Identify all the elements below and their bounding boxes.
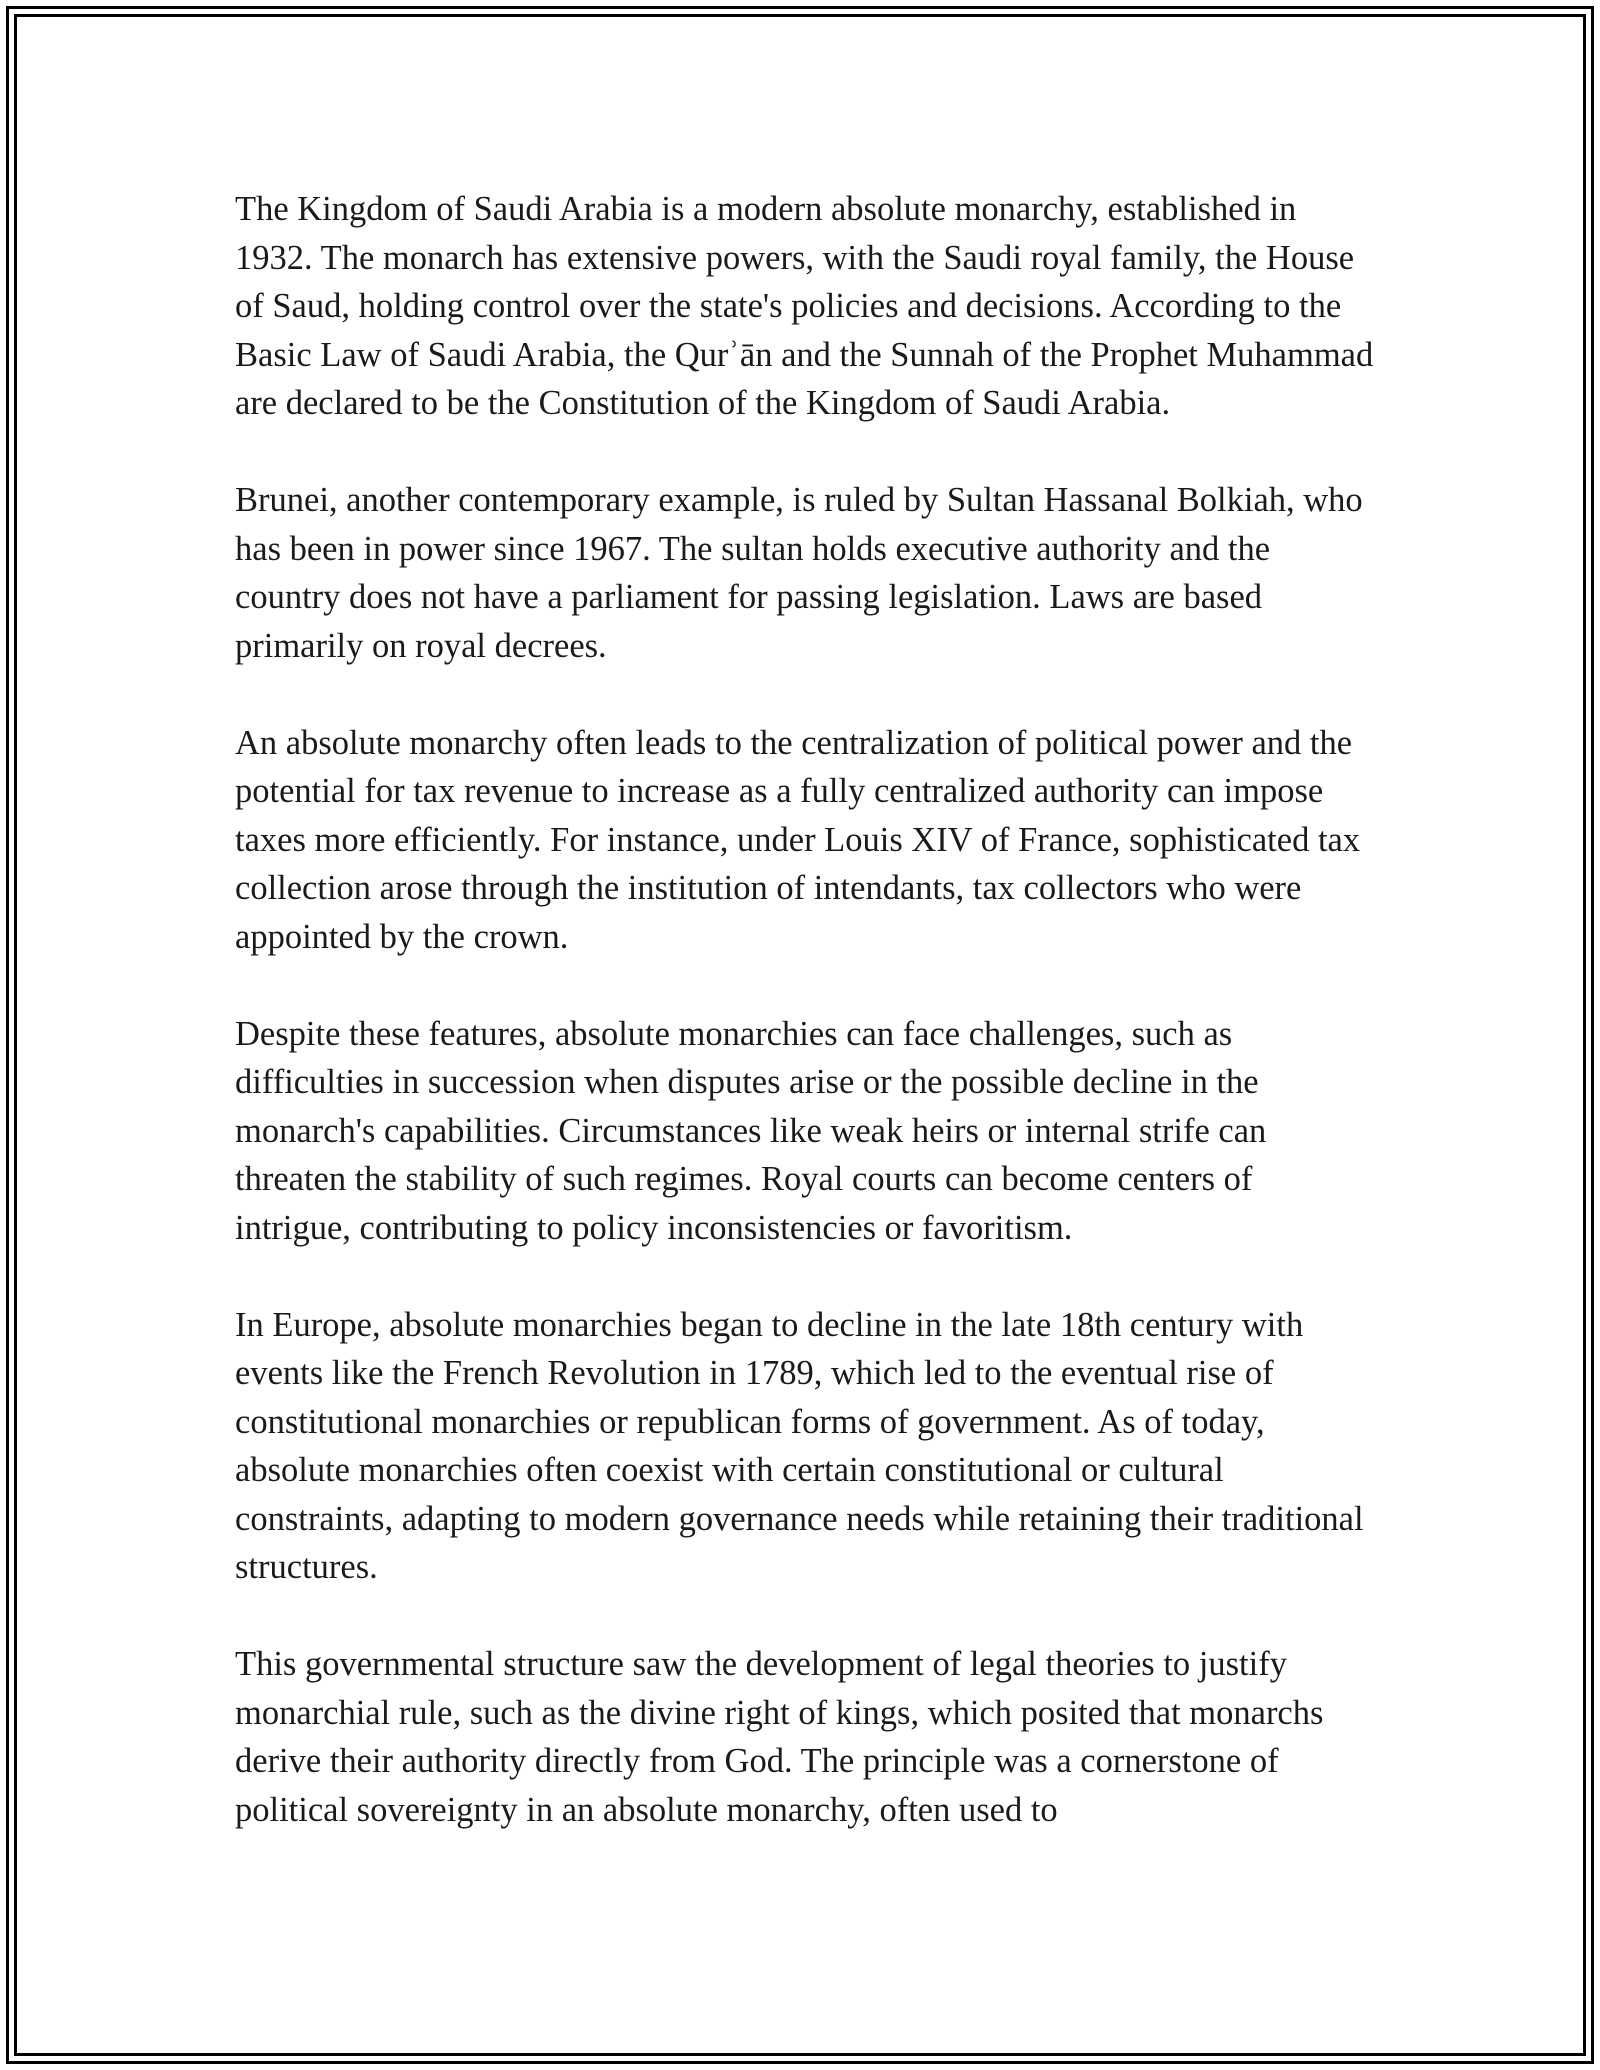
paragraph-challenges: Despite these features, absolute monarchies can face challenges, such as difficulties in succession when disputes arise or the possible decline in the monarch's capabilities. Circumstances like weak heirs or internal strife can threaten the stability of such regimes. Royal courts can become centers of intrigue, contributing to policy inconsistencies or favoritism.: [235, 1014, 1267, 1247]
paragraph-europe-decline: In Europe, absolute monarchies began to decline in the late 18th century with events like the French Revolution in 1789, which led to the eventual rise of constitutional monarchies or republican forms of government. As of today, absolute monarchies often coexist with certain constitutional or cultural constraints, adapting to modern governance needs while retaining their traditional structures.: [235, 1305, 1364, 1586]
paragraph-divine-right: This governmental structure saw the development of legal theories to justify monarchial rule, such as the divine right of kings, which posited that monarchs derive their authority directly from God. The principle was a cornerstone of political sovereignty in an absolute monarchy, often used to: [235, 1645, 1324, 1829]
paragraph-brunei: Brunei, another contemporary example, is ruled by Sultan Hassanal Bolkiah, who has been in power since 1967. The sultan holds executive authority and the country does not have a parliament for passing legislation. Laws are based primarily on royal decrees.: [235, 481, 1363, 665]
paragraph-centralization: An absolute monarchy often leads to the centralization of political power and the potential for tax revenue to increase as a fully centralized authority can impose taxes more efficiently. For instance, under Louis XIV of France, sophisticated tax collection arose through the institution of intendants, tax collectors who were appointed by the crown.: [235, 723, 1361, 956]
document-body: [235, 185, 1375, 1834]
paragraph-saudi-arabia: The Kingdom of Saudi Arabia is a modern absolute monarchy, established in 1932. The monarch has extensive powers, with the Saudi royal family, the House of Saud, holding control over the state's policies and decisions. According to the Basic Law of Saudi Arabia, the Qurʾān and the Sunnah of the Prophet Muhammad are declared to be the Constitution of the Kingdom of Saudi Arabia.: [235, 190, 1374, 422]
